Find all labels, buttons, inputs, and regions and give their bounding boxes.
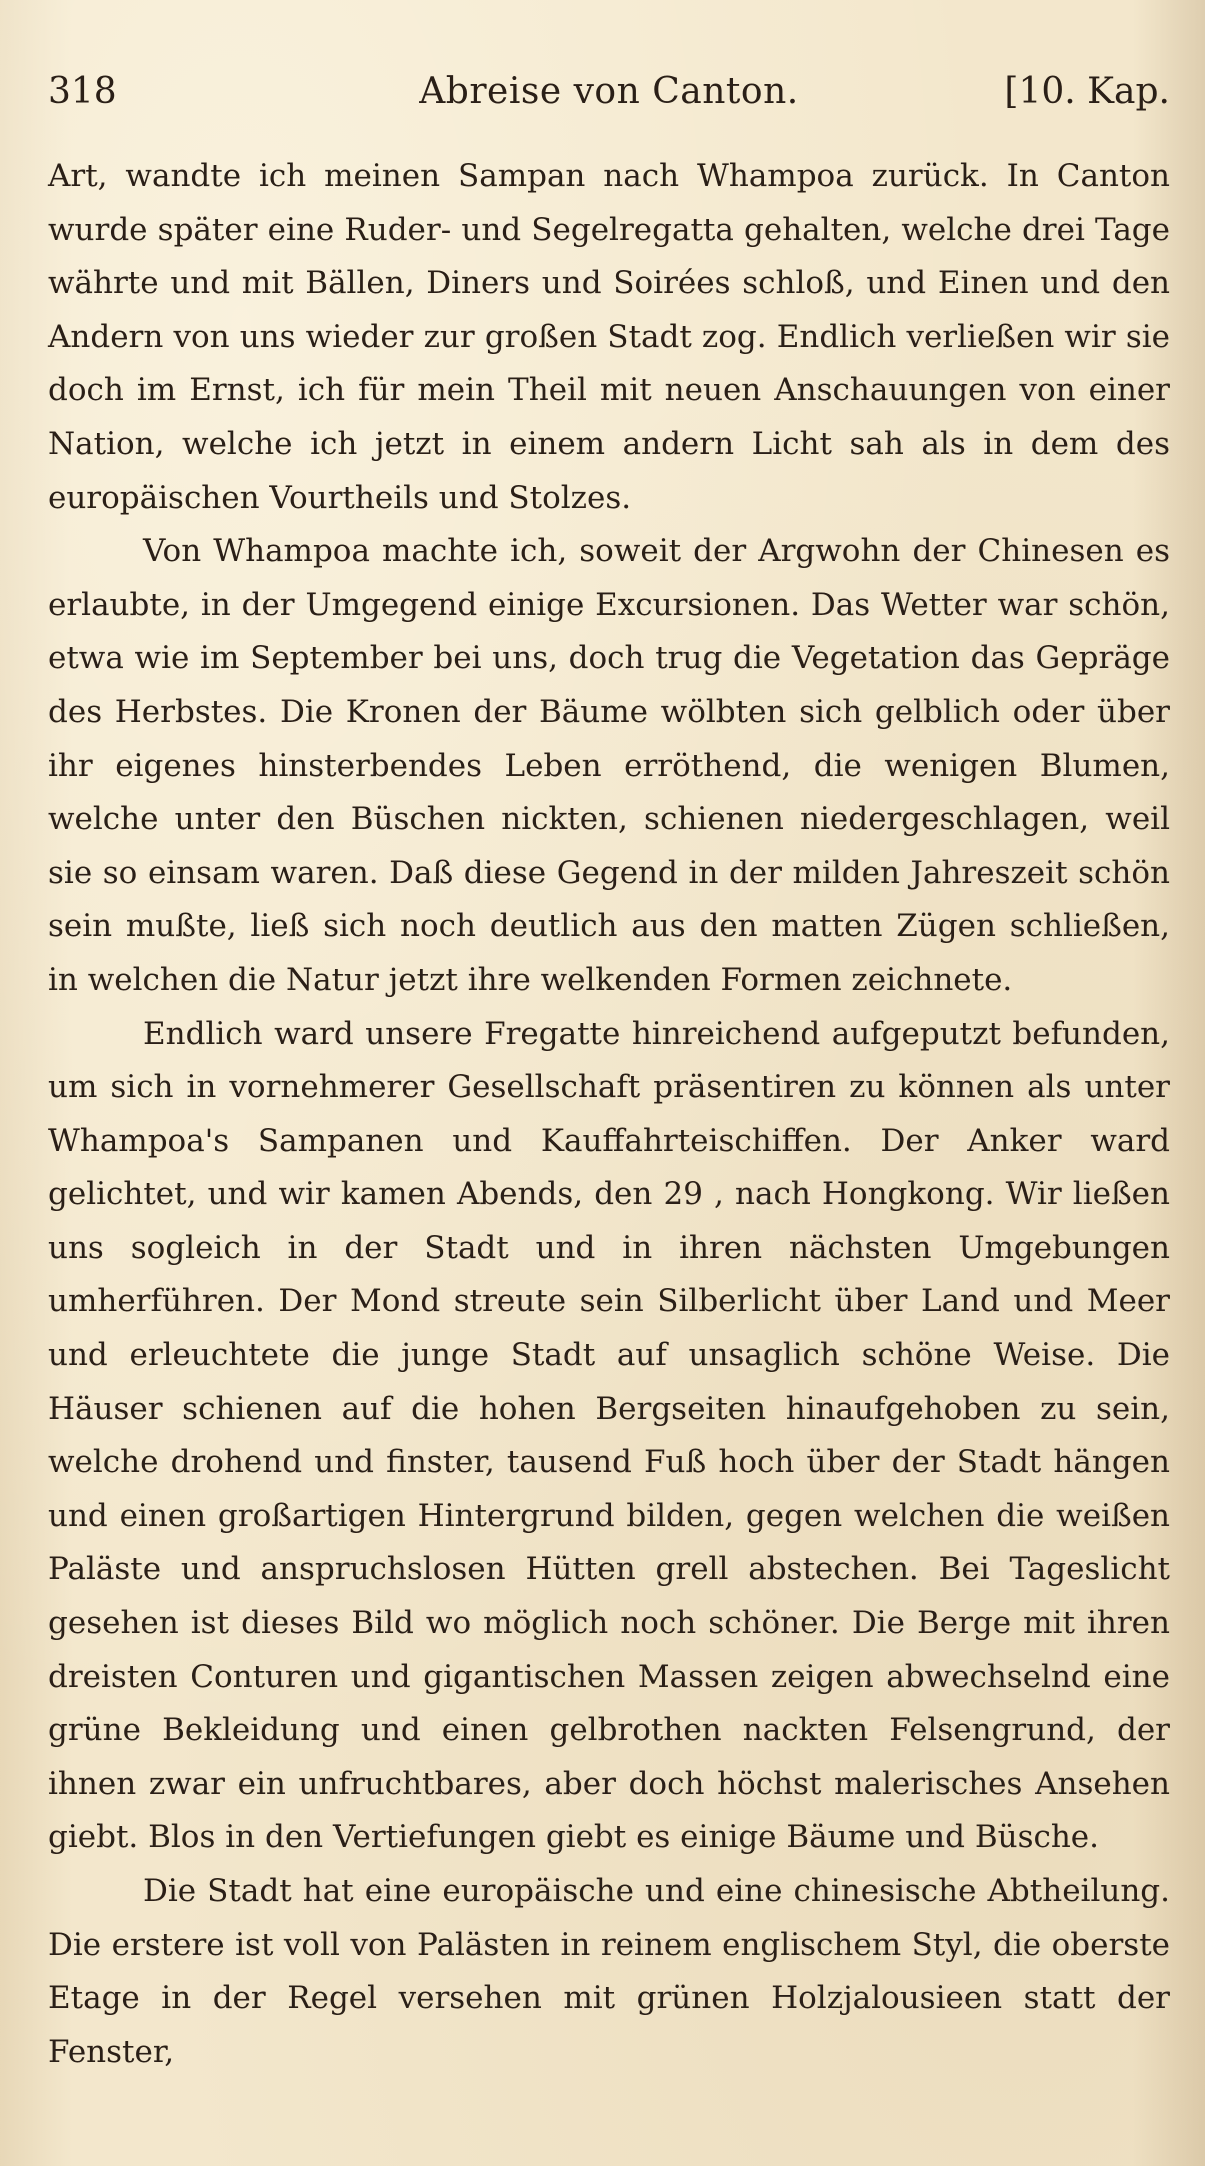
book-page	[48, 62, 1170, 2079]
paragraph-4: Die Stadt hat eine europäische und eine chinesische Abtheilung. Die erstere ist voll von Palästen in reinem englischem Styl, die oberste Etage in der Regel versehen mit grünen Holzjalousieen statt der Fenster,	[48, 1873, 1170, 2070]
paragraph-2: Von Whampoa machte ich, soweit der Argwohn der Chinesen es erlaubte, in der Umgegend einige Excursionen. Das Wetter war schön, etwa wie im September bei uns, doch trug die Vegetation das Gepräge des Herbstes. Die Kronen der Bäume wölbten sich gelblich oder über ihr eigenes hinsterbendes Leben erröthend, die wenigen Blumen, welche unter den Büschen nickten, schienen niedergeschlagen, weil sie so einsam waren. Daß diese Gegend in der milden Jahreszeit schön sein mußte, ließ sich noch deutlich aus den matten Zügen schließen, in welchen die Natur jetzt ihre welkenden Formen zeichnete.	[48, 533, 1170, 998]
paragraph-3: Endlich ward unsere Fregatte hinreichend aufgeputzt befunden, um sich in vornehmerer Gesellschaft präsentiren zu können als unter Whampoa's Sampanen und Kauffahrteischiffen. Der Anker ward gelichtet, und wir kamen Abends, den 29 , nach Hongkong. Wir ließen uns sogleich in der Stadt und in ihren nächsten Umgebungen umherführen. Der Mond streute sein Silberlicht über Land und Meer und erleuchtete die junge Stadt auf unsaglich schöne Weise. Die Häuser schienen auf die hohen Bergseiten hinaufgehoben zu sein, welche drohend und finster, tausend Fuß hoch über der Stadt hängen und einen großartigen Hintergrund bilden, gegen welchen die weißen Paläste und anspruchslosen Hütten grell abstechen. Bei Tageslicht gesehen ist dieses Bild wo möglich noch schöner. Die Berge mit ihren dreisten Conturen und gigantischen Massen zeigen abwechselnd eine grüne Bekleidung und einen gelbrothen nackten Felsengrund, der ihnen zwar ein unfruchtbares, aber doch höchst malerisches Ansehen giebt. Blos in den Vertiefungen giebt es einige Bäume und Büsche.	[48, 1015, 1170, 1856]
body-text	[48, 150, 1170, 2079]
paragraph-1: Art, wandte ich meinen Sampan nach Whampoa zurück. In Canton wurde später eine Ruder- und Segelregatta gehalten, welche drei Tage währte und mit Bällen, Diners und Soirées schloß, und Einen und den Andern von uns wieder zur großen Stadt zog. Endlich verließen wir sie doch im Ernst, ich für mein Theil mit neuen Anschauungen von einer Nation, welche ich jetzt in einem andern Licht sah als in dem des europäischen Vourtheils und Stolzes.	[48, 158, 1170, 516]
running-title: Abreise von Canton.	[419, 71, 799, 112]
page-header	[48, 62, 1170, 122]
page-number: 318	[48, 71, 117, 112]
chapter-reference: [10. Kap.	[1004, 71, 1170, 112]
